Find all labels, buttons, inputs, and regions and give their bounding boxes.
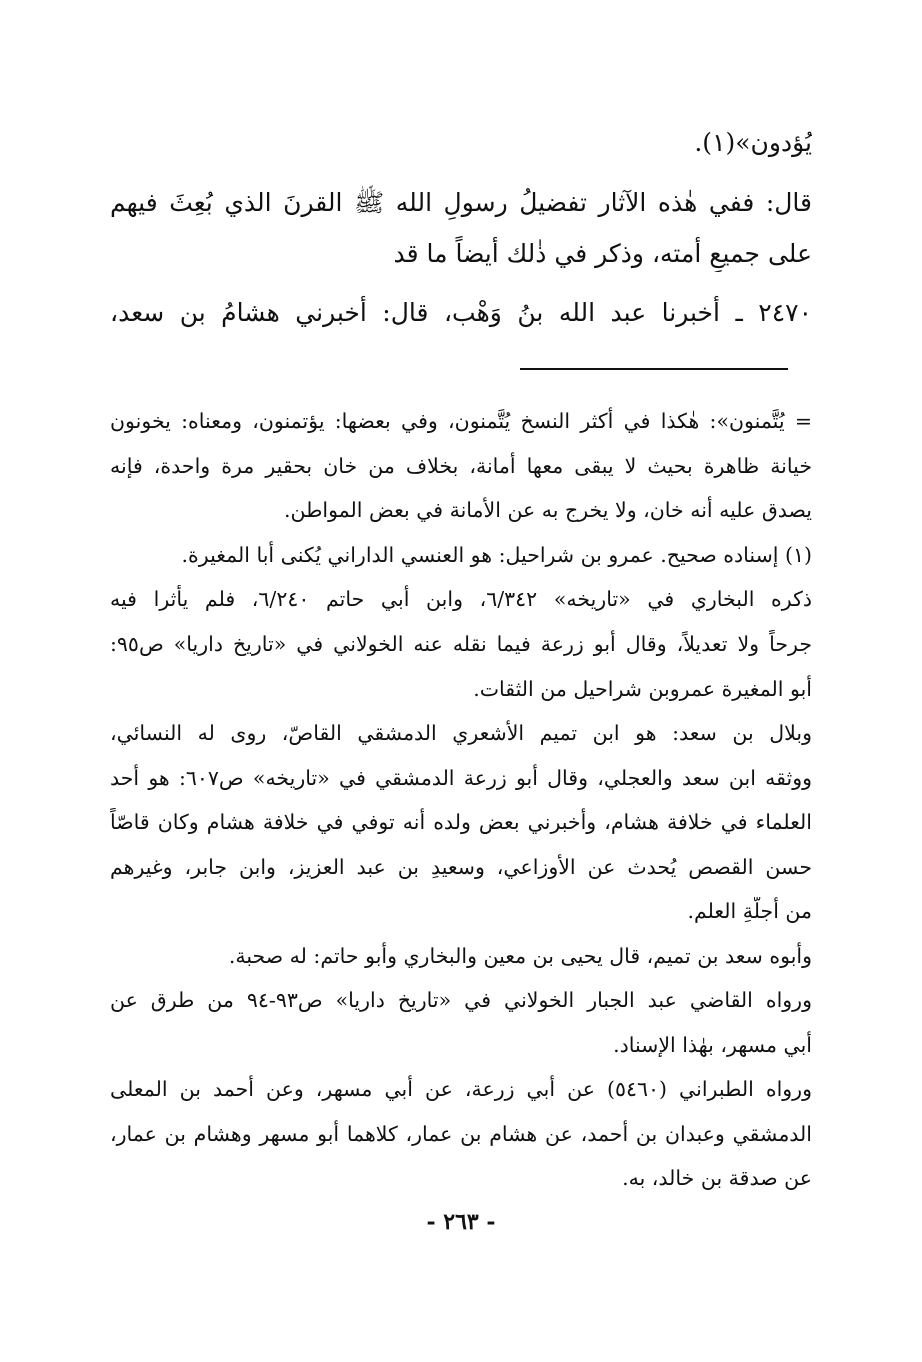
footnote-1-line-13: ورواه الطبراني (٥٤٦٠) عن أبي زرعة، عن أبي مسهر، وعن أحمد بن المعلى xyxy=(110,1077,812,1101)
footnote-1-line-5: وبلال بن سعد: هو ابن تميم الأشعري الدمشقي القاصّ، روى له النسائي، xyxy=(110,721,812,745)
footnote-1-line-4: أبو المغيرة عمروبن شراحيل من الثقات. xyxy=(473,677,812,701)
paragraph-1-line-1: قال: ففي هٰذه الآثار تفضيلُ رسولِ الله ﷺ القرنَ الذي بُعِثَ فيهم xyxy=(110,188,812,217)
footnote-continuation-line-2: خيانة ظاهرة بحيث لا يبقى معها أمانة، بخلاف من خان بحقير مرة واحدة، فإنه xyxy=(110,454,812,478)
opening-line: يُؤدون»(١). xyxy=(694,128,812,157)
paragraph-1-line-2: على جميعِ أمته، وذكر في ذٰلك أيضاً ما قد xyxy=(393,239,812,268)
footnote-1-line-10: وأبوه سعد بن تميم، قال يحيى بن معين والبخاري وأبو حاتم: له صحبة. xyxy=(228,944,812,968)
footnote-1-line-3: جرحاً ولا تعديلاً، وقال أبو زرعة فيما نقله عنه الخولاني في «تاريخ داريا» ص٩٥: xyxy=(110,632,812,656)
footnote-1-line-12: أبي مسهر، بهٰذا الإسناد. xyxy=(613,1033,812,1057)
page-number: - ٢٦٣ - xyxy=(426,1209,496,1235)
footnote-1-line-14: الدمشقي وعبدان بن أحمد، عن هشام بن عمار، كلاهما أبو مسهر وهشام بن عمار، xyxy=(110,1122,812,1146)
footnote-1-line-2: ذكره البخاري في «تاريخه» ٦/٣٤٢، وابن أبي حاتم ٦/٢٤٠، فلم يأثرا فيه xyxy=(110,587,812,611)
footnote-1-line-1: (١) إسناده صحيح. عمرو بن شراحيل: هو العنسي الداراني يُكنى أبا المغيرة. xyxy=(181,543,812,567)
footnote-1-line-9: من أجلّةِ العلم. xyxy=(687,899,812,923)
footnote-1-line-8: حسن القصص يُحدث عن الأوزاعي، وسعيدِ بن عبد العزيز، وابن جابر، وغيرهم xyxy=(110,855,812,879)
footnote-1-line-11: ورواه القاضي عبد الجبار الخولاني في «تاريخ داريا» ص٩٣-٩٤ من طرق عن xyxy=(110,988,812,1012)
hadith-line: ٢٤٧٠ ـ أخبرنا عبد الله بنُ وَهْب، قال: أخبرني هشامُ بن سعد، xyxy=(110,298,812,327)
footnote-continuation-line-3: يصدق عليه أنه خان، ولا يخرج به عن الأمانة في بعض المواطن. xyxy=(283,498,812,522)
footnote-continuation-line-1: = يُتَّمنون»: هٰكذا في أكثر النسخ يُتَّمنون، وفي بعضها: يؤتمنون، ومعناه: يخونون xyxy=(110,409,812,433)
footnote-1-line-6: ووثقه ابن سعد والعجلي، وقال أبو زرعة الدمشقي في «تاريخه» ص٦٠٧: هو أحد xyxy=(110,766,812,790)
footnote-divider xyxy=(520,368,788,370)
footnote-1-line-15: عن صدقة بن خالد، به. xyxy=(622,1166,812,1190)
footnote-1-line-7: العلماء في خلافة هشام، وأخبرني بعض ولده أنه توفي في خلافة هشام وكان قاصّاً xyxy=(110,810,812,834)
